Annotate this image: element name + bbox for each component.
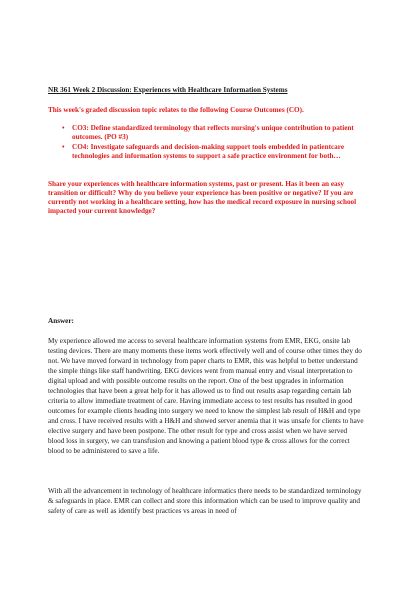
discussion-prompt: Share your experiences with healthcare information systems, past or present. Has it been an easy transition or difficult? Why do you believe your experience has been positive or negative? If you are currently not working in a healthcare setting, how has the medical record exposure in nursing school impacted your current knowledge?	[48, 180, 357, 215]
course-outcome-item	[62, 143, 362, 161]
course-outcome-text: CO4: Investigate safeguards and decision-making support tools embedded in patientcare technologies and information systems to support a safe practice environment for both…	[72, 143, 345, 160]
document-title: NR 361 Week 2 Discussion: Experiences with Healthcare Information Systems	[48, 86, 288, 94]
course-outcome-text: CO3: Define standardized terminology that reflects nursing's unique contribution to patient outcomes. (PO #3)	[72, 124, 354, 141]
bullet-icon: •	[62, 143, 65, 151]
course-outcomes-intro: This week's graded discussion topic relates to the following Course Outcomes (CO).	[48, 106, 304, 114]
answer-paragraph: With all the advancement in technology of healthcare informatics there needs to be standardized terminology & safeguards in place. EMR can collect and store this information which can be used to improve quality and safety of care as well as identify best practices vs areas in need of	[48, 487, 362, 515]
bullet-icon: •	[62, 124, 65, 132]
course-outcomes-list	[62, 124, 362, 162]
answer-paragraph: My experience allowed me access to several healthcare information systems from EMR, EKG, onsite lab testing devices. There are many moments these items work effectively well and of course other times they do not. We have moved forward in technology from paper charts to EMR, this was helpful to better understand the simple things like staff handwriting. EKG devices went from manual entry and visual interpretation to digital upload and with possible outcome results on the report. One of the best upgrades in information technologies that have been a great help for it has allowed us to find out results asap regarding certain lab criteria to allow immediate treatment of care. Having immediate access to test results has resulted in good outcomes for example clients heading into surgery we need to know the simplest lab result of H&H and type and cross. I have received results with a H&H and showed server anemia that it was unsafe for clients to have elective surgery and have been postpone. The other result for type and cross assist when we have served blood loss in surgery, we can transfusion and knowing a patient blood type & cross allows for the correct blood to be administered to save a life.	[48, 337, 364, 455]
course-outcome-item	[62, 124, 362, 142]
answer-label: Answer:	[48, 317, 74, 325]
